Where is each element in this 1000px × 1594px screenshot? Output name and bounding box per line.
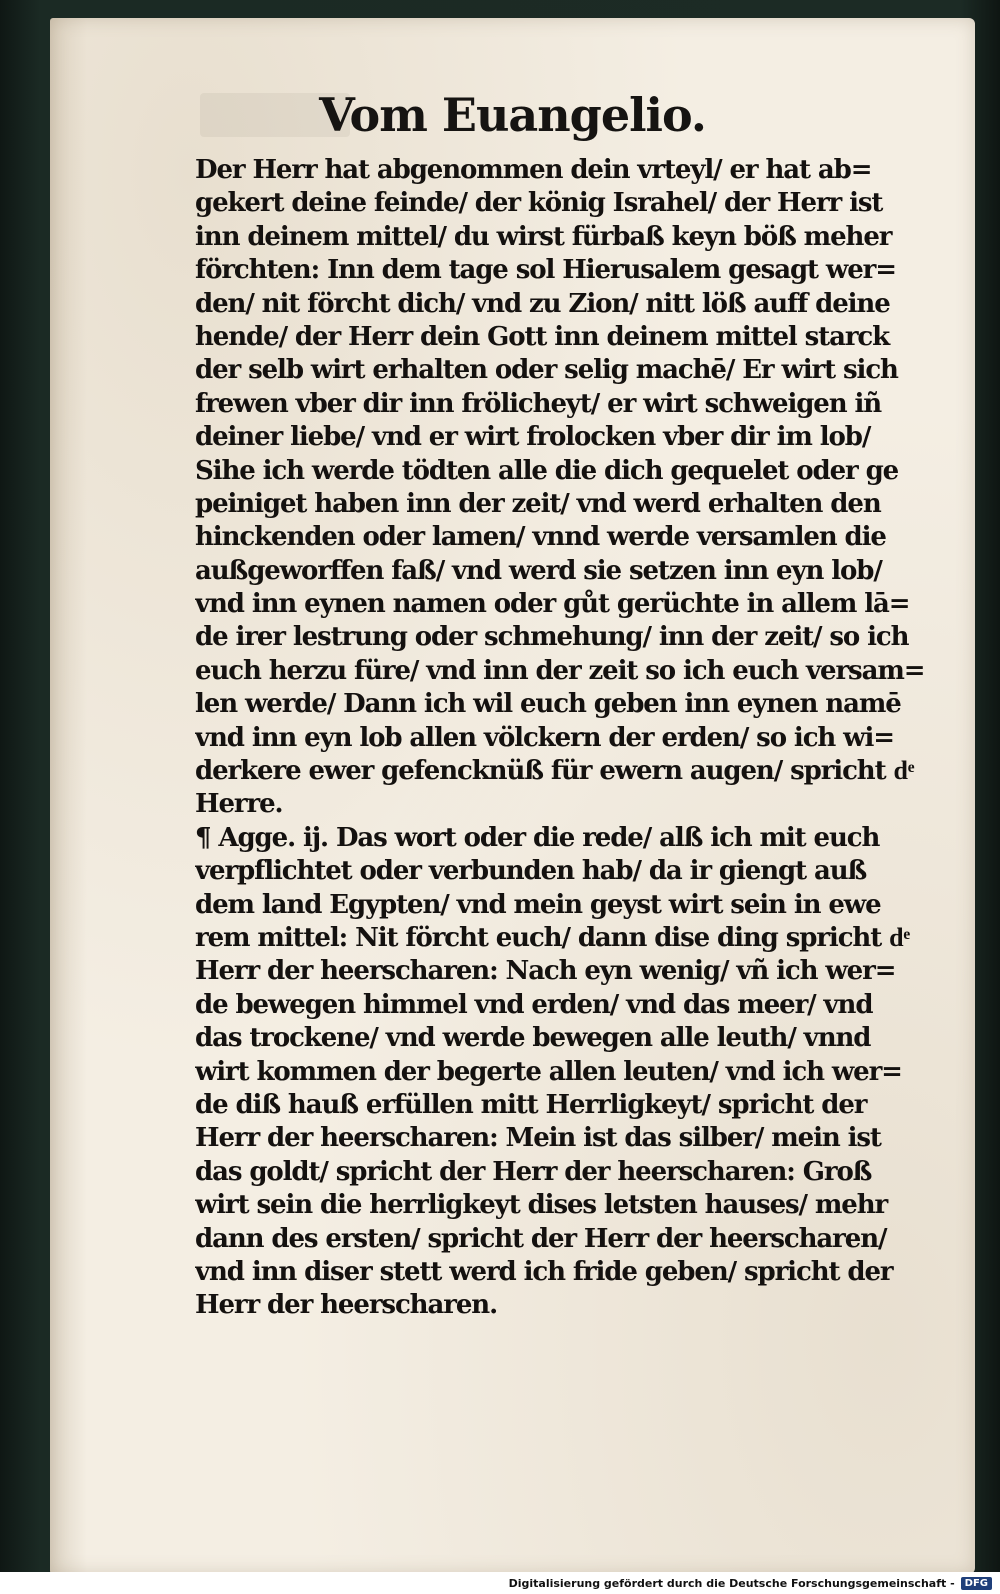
digitization-footer — [0, 1572, 1000, 1594]
text-line: Herr der heerscharen: Nach eyn wenig/ vñ ich wer= — [195, 956, 896, 987]
text-line: rem mittel: Nit förcht euch/ dann dise ding spricht dͤ — [195, 922, 910, 953]
text-line: peiniget haben inn der zeit/ vnd werd erhalten den — [195, 488, 881, 519]
text-line: das goldt/ spricht der Herr der heerscharen: Groß — [195, 1156, 872, 1187]
text-line: vnd inn eyn lob allen völckern der erden/ so ich wi= — [195, 722, 894, 753]
text-line: Herre. — [195, 789, 283, 820]
text-line: förchten: Inn dem tage sol Hierusalem gesagt wer= — [195, 255, 896, 286]
text-line: außgeworffen faß/ vnd werd sie setzen inn eyn lob/ — [195, 555, 882, 586]
text-line: Sihe ich werde tödten alle die dich gequelet oder ge — [195, 455, 899, 486]
text-line: vnd inn eynen namen oder gůt gerüchte in allem lā= — [195, 589, 910, 620]
funding-credit: Digitalisierung gefördert durch die Deutsche Forschungsgemeinschaft - — [508, 1576, 955, 1590]
text-line: hende/ der Herr dein Gott inn deinem mittel starck — [195, 321, 890, 352]
text-line: de irer lestrung oder schmehung/ inn der zeit/ so ich — [195, 622, 909, 653]
running-head: Vom Euangelio. — [319, 88, 706, 142]
text-line: hinckenden oder lamen/ vnnd werde versamlen die — [195, 522, 886, 553]
text-line: de bewegen himmel vnd erden/ vnd das meer/ vnd — [195, 989, 873, 1020]
text-line: len werde/ Dann ich wil euch geben inn eynen namē — [195, 689, 901, 720]
text-line: vnd inn diser stett werd ich fride geben/ spricht der — [195, 1256, 893, 1287]
text-line: euch herzu füre/ vnd inn der zeit so ich euch versam= — [195, 655, 925, 686]
text-line: wirt sein die herrligkeyt dises letsten hauses/ mehr — [195, 1190, 888, 1221]
text-line: dem land Egypten/ vnd mein geyst wirt sein in ewe — [195, 889, 881, 920]
text-line: den/ nit förcht dich/ vnd zu Zion/ nitt löß auff deine — [195, 288, 890, 319]
text-line: ¶ Agge. ij. Das wort oder die rede/ alß ich mit euch — [195, 822, 880, 853]
text-line: Der Herr hat abgenommen dein vrteyl/ er hat ab= — [195, 155, 872, 185]
body-text — [195, 154, 990, 1323]
text-line: Herr der heerscharen: Mein ist das silber/ mein ist — [195, 1123, 881, 1154]
text-line: verpflichtet oder verbunden hab/ da ir giengt auß — [195, 856, 867, 887]
text-line: das trockene/ vnd werde bewegen alle leuth/ vnnd — [195, 1023, 871, 1054]
dfg-logo-icon: DFG — [961, 1577, 992, 1590]
text-line: wirt kommen der begerte allen leuten/ vnd ich wer= — [195, 1056, 902, 1087]
text-line: frewen vber dir inn frölicheyt/ er wirt schweigen iñ — [195, 388, 882, 419]
text-line: deiner liebe/ vnd er wirt frolocken vber dir im lob/ — [195, 422, 871, 453]
text-line: de diß hauß erfüllen mitt Herrligkeyt/ spricht der — [195, 1089, 867, 1120]
text-line: dann des ersten/ spricht der Herr der heerscharen/ — [195, 1223, 887, 1254]
text-line: gekert deine feinde/ der könig Israhel/ der Herr ist — [195, 188, 883, 219]
text-line: der selb wirt erhalten oder selig machē/ Er wirt sich — [195, 355, 898, 386]
text-line: inn deinem mittel/ du wirst fürbaß keyn böß meher — [195, 221, 892, 252]
text-line: Herr der heerscharen. — [195, 1290, 498, 1321]
text-line: derkere ewer gefencknüß für ewern augen/ spricht dͤ — [195, 756, 914, 787]
book-page — [50, 18, 975, 1574]
